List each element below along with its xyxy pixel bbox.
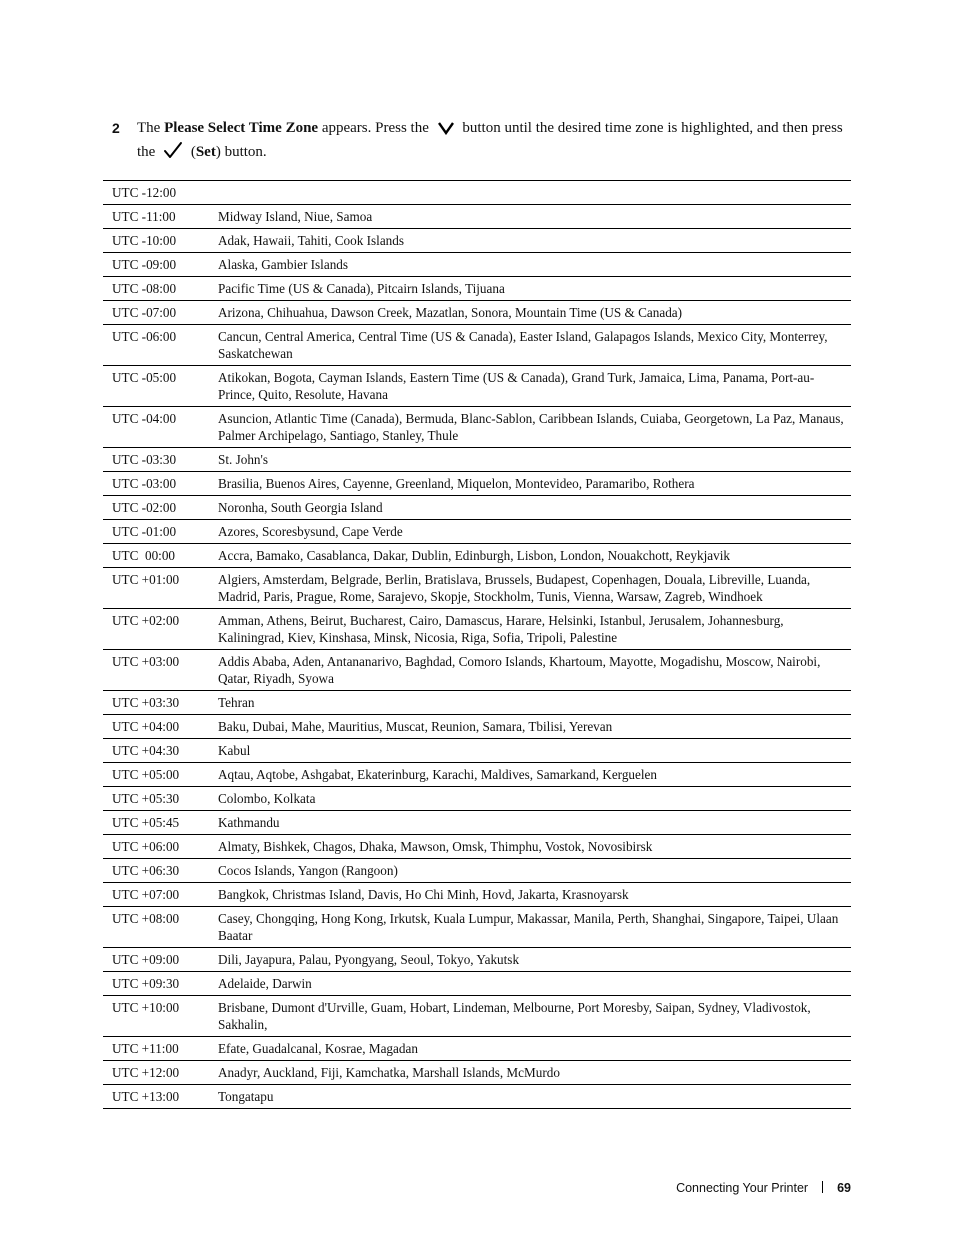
table-row xyxy=(103,407,851,448)
cities-cell: Efate, Guadalcanal, Kosrae, Magadan xyxy=(218,1041,418,1056)
table-row xyxy=(103,609,851,650)
utc-offset-cell: UTC +12:00 xyxy=(112,1065,180,1080)
utc-offset-cell: UTC -03:00 xyxy=(112,476,177,491)
cities-cell: Casey, Chongqing, Hong Kong, Irkutsk, Kuala Lumpur, Makassar, Manila, Perth, Shanghai, Singapore, Taipei, Ulaan Baatar xyxy=(218,911,839,943)
utc-offset-cell: UTC +05:00 xyxy=(112,767,180,782)
utc-offset-cell: UTC -10:00 xyxy=(112,233,177,248)
table-row xyxy=(103,1037,851,1061)
cities-cell: Baku, Dubai, Mahe, Mauritius, Muscat, Reunion, Samara, Tbilisi, Yerevan xyxy=(218,719,613,734)
table-row xyxy=(103,366,851,407)
cities-cell: Kabul xyxy=(218,743,251,758)
utc-offset-cell: UTC 00:00 xyxy=(112,548,176,563)
timezone-table-body xyxy=(103,181,851,1109)
cities-cell: Arizona, Chihuahua, Dawson Creek, Mazatlan, Sonora, Mountain Time (US & Canada) xyxy=(218,305,683,320)
cities-cell: Accra, Bamako, Casablanca, Dakar, Dublin, Edinburgh, Lisbon, London, Nouakchott, Reykjavik xyxy=(218,548,730,563)
page-number: 69 xyxy=(837,1181,851,1195)
table-row xyxy=(103,907,851,948)
utc-offset-cell: UTC +09:00 xyxy=(112,952,180,967)
cities-cell: Adelaide, Darwin xyxy=(218,976,312,991)
cities-cell: Cancun, Central America, Central Time (US & Canada), Easter Island, Galapagos Islands, Mexico City, Monterrey, Saskatchewan xyxy=(218,329,828,361)
cities-cell: Adak, Hawaii, Tahiti, Cook Islands xyxy=(218,233,404,248)
table-row xyxy=(103,520,851,544)
table-row xyxy=(103,739,851,763)
cities-cell xyxy=(209,181,851,205)
utc-offset-cell: UTC +04:30 xyxy=(112,743,180,758)
cities-cell: Bangkok, Christmas Island, Davis, Ho Chi Minh, Hovd, Jakarta, Krasnoyarsk xyxy=(218,887,629,902)
table-row xyxy=(103,181,851,205)
instruction-step xyxy=(112,119,852,165)
table-row xyxy=(103,568,851,609)
table-row xyxy=(103,763,851,787)
cities-cell: Alaska, Gambier Islands xyxy=(218,257,349,272)
cities-cell: Addis Ababa, Aden, Antananarivo, Baghdad, Comoro Islands, Khartoum, Mayotte, Mogadishu, Moscow, Nairobi, Qatar, Riyadh, Syowa xyxy=(218,654,821,686)
cities-cell: Colombo, Kolkata xyxy=(218,791,316,806)
utc-offset-cell: UTC -07:00 xyxy=(112,305,177,320)
utc-offset-cell: UTC -03:30 xyxy=(112,452,177,467)
utc-offset-cell: UTC +13:00 xyxy=(112,1089,180,1104)
cities-cell: Algiers, Amsterdam, Belgrade, Berlin, Bratislava, Brussels, Budapest, Copenhagen, Douala, Libreville, Luanda, Madrid, Paris, Prague, Rome, Sarajevo, Skopje, Stockholm, Tunis, Vienna, Warsaw, Zagreb, Windhoek xyxy=(218,572,811,604)
step-text-part: button until the desired time zone is highlighted, and then press the xyxy=(137,120,843,160)
cities-cell: Dili, Jayapura, Palau, Pyongyang, Seoul, Tokyo, Yakutsk xyxy=(218,952,520,967)
table-row xyxy=(103,811,851,835)
cities-cell: Tehran xyxy=(218,695,255,710)
table-row xyxy=(103,325,851,366)
table-row xyxy=(103,229,851,253)
cities-cell: Pacific Time (US & Canada), Pitcairn Islands, Tijuana xyxy=(218,281,505,296)
table-row xyxy=(103,1061,851,1085)
utc-offset-cell: UTC -04:00 xyxy=(112,411,177,426)
screen-name: Please Select Time Zone xyxy=(164,120,319,136)
utc-offset-cell: UTC -11:00 xyxy=(112,209,176,224)
table-row xyxy=(103,883,851,907)
cities-cell: St. John's xyxy=(218,452,269,467)
cities-cell: Brasilia, Buenos Aires, Cayenne, Greenland, Miquelon, Montevideo, Paramaribo, Rothera xyxy=(218,476,695,491)
utc-offset-cell: UTC +06:30 xyxy=(112,863,180,878)
utc-offset-cell: UTC -08:00 xyxy=(112,281,177,296)
utc-offset-cell: UTC -01:00 xyxy=(112,524,177,539)
utc-offset-cell: UTC -05:00 xyxy=(112,370,177,385)
cities-cell: Midway Island, Niue, Samoa xyxy=(218,209,373,224)
table-row xyxy=(103,859,851,883)
table-row xyxy=(103,787,851,811)
utc-offset-cell: UTC +01:00 xyxy=(112,572,180,587)
step-number: 2 xyxy=(112,120,120,136)
cities-cell: Atikokan, Bogota, Cayman Islands, Eastern Time (US & Canada), Grand Turk, Jamaica, Lima, Panama, Port-au-Prince, Quito, Resolute, Havana xyxy=(218,370,815,402)
cities-cell: Azores, Scoresbysund, Cape Verde xyxy=(218,524,403,539)
utc-offset-cell: UTC +02:00 xyxy=(112,613,180,628)
table-row xyxy=(103,1085,851,1109)
table-row xyxy=(103,301,851,325)
cities-cell: Asuncion, Atlantic Time (Canada), Bermuda, Blanc-Sablon, Caribbean Islands, Cuiaba, Georgetown, La Paz, Manaus, Palmer Archipelago, Santiago, Stanley, Thule xyxy=(218,411,844,443)
utc-offset-cell: UTC +10:00 xyxy=(112,1000,180,1015)
utc-offset-cell: UTC -02:00 xyxy=(112,500,177,515)
table-row xyxy=(103,715,851,739)
cities-cell: Aqtau, Aqtobe, Ashgabat, Ekaterinburg, Karachi, Maldives, Samarkand, Kerguelen xyxy=(218,767,657,782)
utc-offset-cell: UTC -09:00 xyxy=(112,257,177,272)
utc-offset-cell: UTC +08:00 xyxy=(112,911,180,926)
table-row xyxy=(103,472,851,496)
table-row xyxy=(103,948,851,972)
cities-cell: Amman, Athens, Beirut, Bucharest, Cairo, Damascus, Harare, Helsinki, Istanbul, Jerusalem, Johannesburg, Kaliningrad, Kiev, Kinshasa, Minsk, Nicosia, Riga, Sofia, Tripoli, Palestine xyxy=(218,613,784,645)
step-text-part: The xyxy=(137,120,165,136)
chevron-down-icon xyxy=(437,121,455,141)
table-row xyxy=(103,277,851,301)
table-row xyxy=(103,972,851,996)
table-row xyxy=(103,205,851,229)
utc-offset-cell: UTC +05:45 xyxy=(112,815,180,830)
footer-section-title: Connecting Your Printer xyxy=(676,1181,809,1195)
table-row xyxy=(103,496,851,520)
utc-offset-cell: UTC +06:00 xyxy=(112,839,180,854)
table-row xyxy=(103,253,851,277)
utc-offset-cell: UTC +09:30 xyxy=(112,976,180,991)
table-row xyxy=(103,996,851,1037)
table-row xyxy=(103,448,851,472)
step-text xyxy=(137,119,852,165)
cities-cell: Noronha, South Georgia Island xyxy=(218,500,383,515)
step-text-part: ( xyxy=(187,144,196,160)
page-footer xyxy=(0,1181,851,1195)
table-row xyxy=(103,650,851,691)
checkmark-icon xyxy=(163,141,183,165)
cities-cell: Almaty, Bishkek, Chagos, Dhaka, Mawson, Omsk, Thimphu, Vostok, Novosibirsk xyxy=(218,839,653,854)
footer-divider xyxy=(822,1181,823,1193)
timezone-table xyxy=(103,180,851,1109)
set-label: Set xyxy=(195,144,216,160)
utc-offset-cell: UTC +03:30 xyxy=(112,695,180,710)
utc-offset-cell: UTC +04:00 xyxy=(112,719,180,734)
step-text-part: appears. Press the xyxy=(318,120,433,136)
table-row xyxy=(103,691,851,715)
utc-offset-cell: UTC -06:00 xyxy=(112,329,177,344)
table-row xyxy=(103,835,851,859)
utc-offset-cell: UTC -12:00 xyxy=(112,185,177,200)
cities-cell: Anadyr, Auckland, Fiji, Kamchatka, Marshall Islands, McMurdo xyxy=(218,1065,560,1080)
cities-cell: Brisbane, Dumont d'Urville, Guam, Hobart, Lindeman, Melbourne, Port Moresby, Saipan, Sydney, Vladivostok, Sakhalin, xyxy=(218,1000,811,1032)
utc-offset-cell: UTC +05:30 xyxy=(112,791,180,806)
utc-offset-cell: UTC +11:00 xyxy=(112,1041,179,1056)
cities-cell: Tongatapu xyxy=(218,1089,274,1104)
cities-cell: Kathmandu xyxy=(218,815,280,830)
utc-offset-cell: UTC +03:00 xyxy=(112,654,180,669)
step-text-part: ) button. xyxy=(215,144,267,160)
utc-offset-cell: UTC +07:00 xyxy=(112,887,180,902)
table-row xyxy=(103,544,851,568)
cities-cell: Cocos Islands, Yangon (Rangoon) xyxy=(218,863,398,878)
